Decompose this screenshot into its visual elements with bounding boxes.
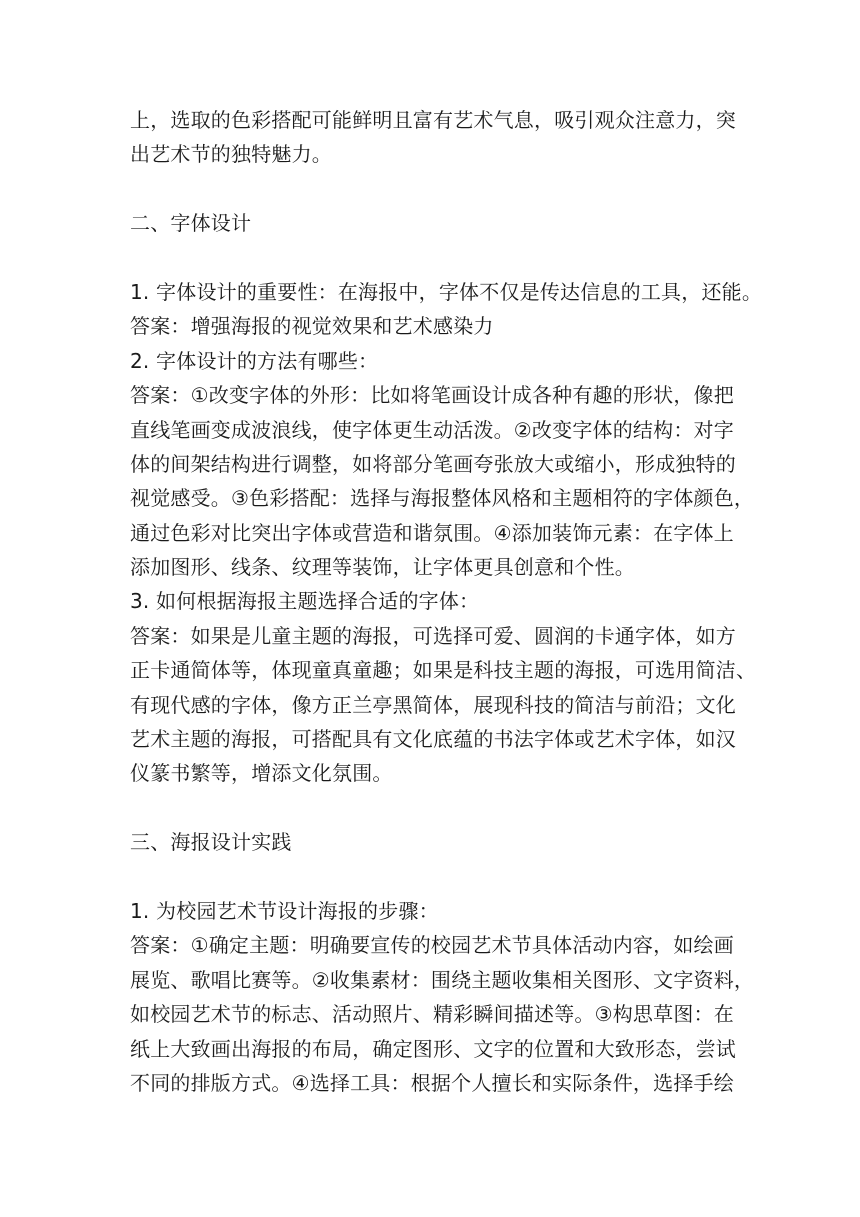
text-line: 展览、歌唱比赛等。②收集素材：围绕主题收集相关图形、文字资料， bbox=[130, 967, 755, 992]
text-line: 1. 为校园艺术节设计海报的步骤： bbox=[130, 898, 439, 923]
text-line: 视觉感受。③色彩搭配：选择与海报整体风格和主题相符的字体颜色， bbox=[130, 486, 755, 511]
text-line: 纸上大致画出海报的布局，确定图形、文字的位置和大致形态，尝试 bbox=[130, 1036, 736, 1061]
document-page bbox=[130, 103, 763, 1100]
text-line: 有现代感的字体，像方正兰亭黑简体，展现科技的简洁与前沿；文化 bbox=[130, 692, 736, 717]
text-line: 艺术主题的海报，可搭配具有文化底蕴的书法字体或艺术字体，如汉 bbox=[130, 727, 736, 752]
paragraph-gap bbox=[130, 241, 735, 275]
text-line: 通过色彩对比突出字体或营造和谐氛围。④添加装饰元素：在字体上 bbox=[130, 520, 734, 545]
paragraph-gap bbox=[130, 860, 735, 894]
text-line: 答案：增强海报的视觉效果和艺术感染力 bbox=[130, 314, 494, 339]
text-line: 如校园艺术节的标志、活动照片、精彩瞬间描述等。③构思草图：在 bbox=[130, 1002, 734, 1027]
text-line: 出艺术节的独特魅力。 bbox=[130, 142, 332, 167]
text-line: 二、字体设计 bbox=[130, 211, 252, 236]
text-line: 上，选取的色彩搭配可能鲜明且富有艺术气息，吸引观众注意力，突 bbox=[130, 108, 736, 132]
text-line: 不同的排版方式。④选择工具：根据个人擅长和实际条件，选择手绘 bbox=[130, 1070, 734, 1095]
text-line: 添加图形、线条、纹理等装饰，让字体更具创意和个性。 bbox=[130, 555, 635, 580]
text-line: 正卡通简体等，体现童真童趣；如果是科技主题的海报，可选用简洁、 bbox=[130, 658, 757, 683]
text-line: 答案：①改变字体的外形：比如将笔画设计成各种有趣的形状，像把 bbox=[130, 383, 734, 408]
paragraph-gap bbox=[130, 172, 735, 206]
text-line: 仪篆书繁等，增添文化氛围。 bbox=[130, 761, 393, 786]
text-line: 体的间架结构进行调整，如将部分笔画夸张放大或缩小，形成独特的 bbox=[130, 451, 736, 476]
text-line: 3. 如何根据海报主题选择合适的字体： bbox=[130, 589, 480, 614]
text-line: 三、海报设计实践 bbox=[130, 830, 292, 855]
text-line: 答案：如果是儿童主题的海报，可选择可爱、圆润的卡通字体，如方 bbox=[130, 623, 736, 648]
paragraph-gap bbox=[130, 791, 735, 825]
text-line: 2. 字体设计的方法有哪些： bbox=[130, 348, 379, 373]
text-line: 直线笔画变成波浪线，使字体更生动活泼。②改变字体的结构：对字 bbox=[130, 417, 734, 442]
text-line: 1. 字体设计的重要性：在海报中，字体不仅是传达信息的工具，还能。 bbox=[130, 279, 763, 304]
text-line: 答案：①确定主题：明确要宣传的校园艺术节具体活动内容，如绘画 bbox=[130, 933, 734, 958]
